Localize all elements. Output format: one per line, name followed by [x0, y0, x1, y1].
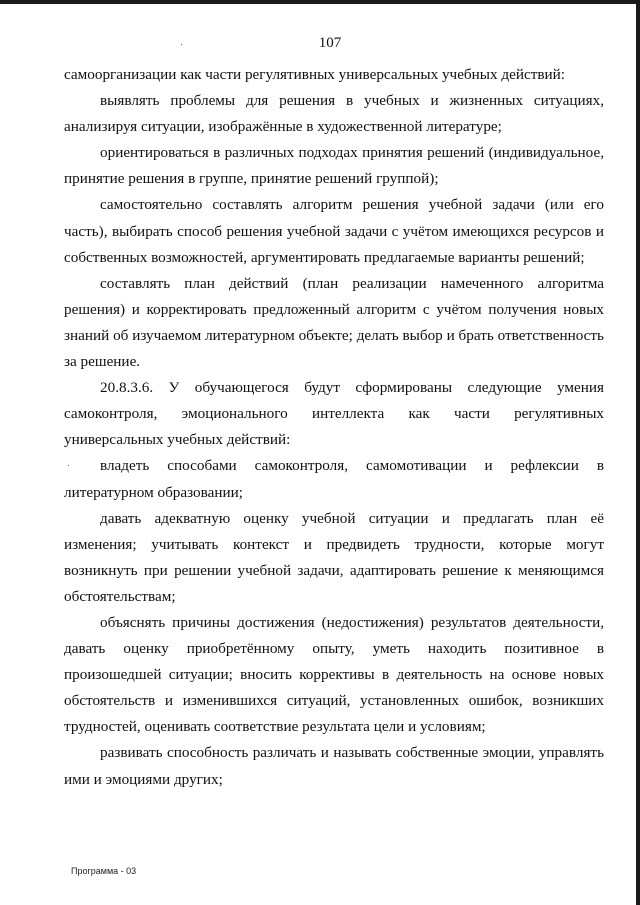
list-item-identify-problems: выявлять проблемы для решения в учебных и жизненных ситуациях, анализируя ситуации, изображённые в художественной литературе; [64, 92, 604, 136]
list-item-emotions: развивать способность различать и называть собственные эмоции, управлять ими и эмоциями других; [64, 744, 604, 788]
scan-edge-top [0, 0, 640, 4]
footer-program-label: Программа - 03 [71, 866, 137, 876]
list-item-decision-approaches: ориентироваться в различных подходах принятия решений (индивидуальное, принятие решения в группе, принятие решений группой); [64, 144, 604, 188]
list-item-action-plan: составлять план действий (план реализации намеченного алгоритма решения) и корректировать предложенный алгоритм с учётом получения новых знаний об изучаемом литературном объекте; делать выбор и брать ответственность за решение. [64, 274, 604, 371]
scan-edge-right [636, 0, 640, 905]
document-body [64, 62, 604, 793]
list-item-algorithm: самостоятельно составлять алгоритм решения учебной задачи (или его часть), выбирать способ решения учебной задачи с учётом имеющихся ресурсов и собственных возможностей, аргументировать предлагаемые варианты решений; [64, 196, 604, 266]
list-item-self-control: владеть способами самоконтроля, самомотивации и рефлексии в литературном образовании; [64, 457, 604, 501]
section-20-8-3-6: 20.8.3.6. У обучающегося будут сформированы следующие умения самоконтроля, эмоционального интеллекта как части регулятивных универсальных учебных действий: [64, 379, 604, 449]
list-item-assessment: давать адекватную оценку учебной ситуации и предлагать план её изменения; учитывать контекст и предвидеть трудности, которые могут возникнуть при решении учебной задачи, адаптировать решение к меняющимся обстоятельствам; [64, 509, 604, 605]
page-number: 107 [318, 35, 342, 51]
paragraph-continuation: самоорганизации как части регулятивных универсальных учебных действий: [64, 66, 566, 83]
list-item-explain-reasons: объяснять причины достижения (недостижения) результатов деятельности, давать оценку приобретённому опыту, уметь находить позитивное в произошедшей ситуации; вносить коррективы в деятельность на основе новых обстоятельств и изменившихся ситуаций, установленных ошибок, возникших трудностей, оценивать соответствие результата цели и условиям; [64, 613, 604, 736]
